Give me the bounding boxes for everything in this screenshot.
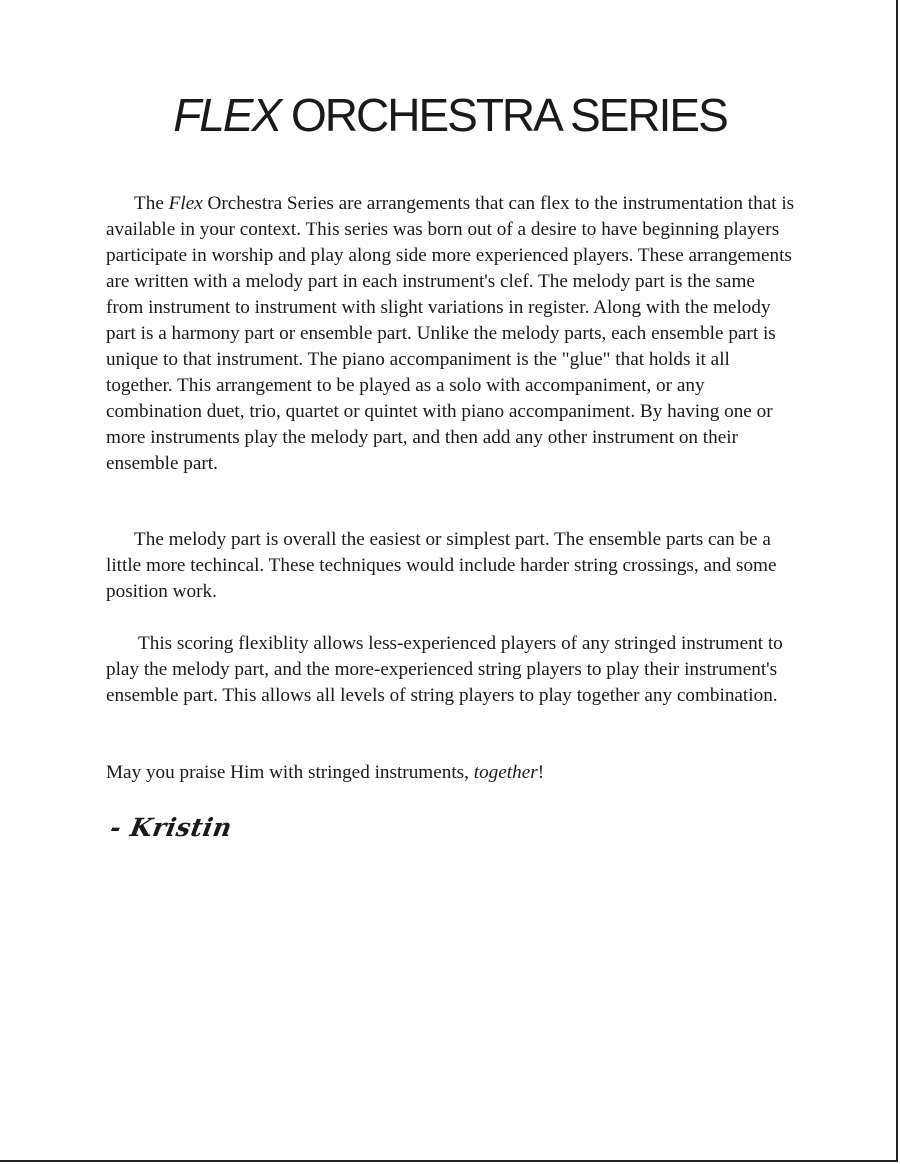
signature: - Kristin [108,813,235,842]
closing-line-start: May you praise Him with stringed instruments, [106,762,474,783]
closing-line-together-italic: together [473,762,538,783]
intro-paragraph [106,191,796,477]
intro-paragraph-rest: Orchestra Series are arrangements that can flex to the instrumentation that is available in your context. This series was born out of a desire to have beginning players participate in worship and play along side more experienced players. These arrangements are written with a melody part in each instrument's clef. The melody part is the same from instrument to instrument with slight variations in register. Along with the melody part is a harmony part or ensemble part. Unlike the melody parts, each ensemble part is unique to that instrument. The piano accompaniment is the "glue" that holds it all together. This arrangement to be played as a solo with accompaniment, or any combination duet, trio, quartet or quintet with piano accompaniment. By having one or more instruments play the melody part, and then add any other instrument on their ensemble part. [106,193,795,474]
closing-line [106,760,796,786]
intro-paragraph-start: The [134,193,169,214]
title-rest: ORCHESTRA SERIES [280,89,727,141]
title-flex-italic: FLEX [173,89,281,141]
flexibility-paragraph: This scoring flexiblity allows less-experienced players of any stringed instrument to play the melody part, and the more-experienced string players to play their instrument's ensemble part. This allows all levels of string players to play together any combination. [106,633,783,706]
melody-paragraph: The melody part is overall the easiest or simplest part. The ensemble parts can be a little more techincal. These techniques would include harder string crossings, and some position work. [106,529,777,602]
closing-line-end: ! [537,762,545,783]
page-title [0,88,900,142]
intro-paragraph-flex-italic: Flex [168,193,203,214]
